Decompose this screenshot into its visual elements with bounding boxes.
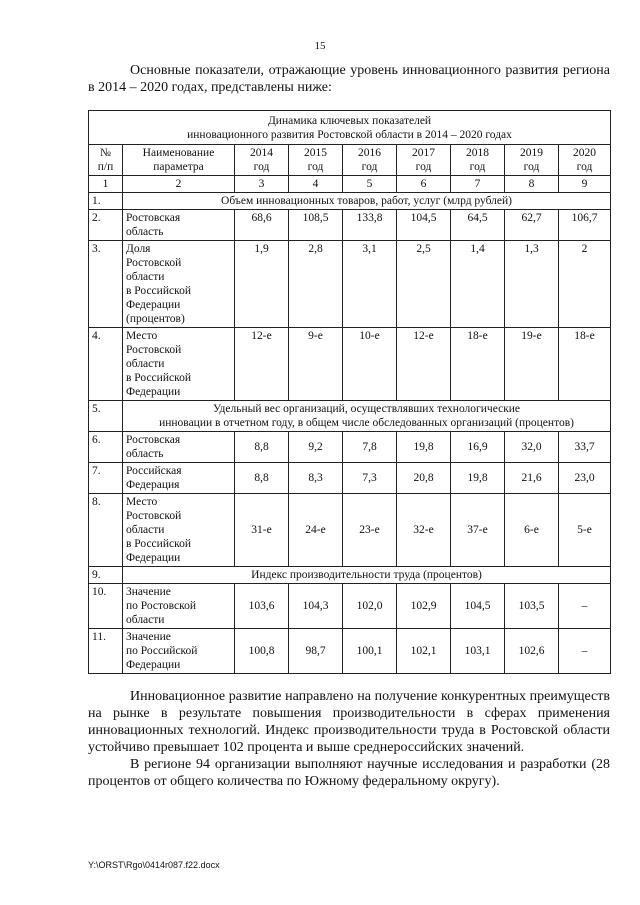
section-row: 9. Индекс производительности труда (процентов) — [89, 567, 611, 584]
section-row: 1. Объем инновационных товаров, работ, услуг (млрд рублей) — [89, 193, 611, 210]
table-row: 6. Ростовская область 8,8 9,2 7,8 19,8 16,9 32,0 33,7 — [89, 432, 611, 463]
body-text — [88, 688, 610, 790]
table-caption: Динамика ключевых показателей инновационного развития Ростовской области в 2014 – 2020 годах — [89, 111, 611, 145]
column-index-row: 1 2 3 4 5 6 7 8 9 — [89, 176, 611, 193]
row-label: Доля Ростовской области в Российской Федерации (процентов) — [123, 241, 235, 328]
table-row: 2. Ростовская область 68,6 108,5 133,8 104,5 64,5 62,7 106,7 — [89, 210, 611, 241]
section-row: 5. Удельный вес организаций, осуществлявших технологические инновации в отчетном году, в общем числе обследованных организаций (процентов) — [89, 401, 611, 432]
row-label: Место Ростовской области в Российской Федерации — [123, 328, 235, 401]
footer-file-path: Y:\ORST\Rgo\0414r087.f22.docx — [88, 860, 220, 870]
indicators-table — [88, 110, 611, 674]
paragraph-research: В регионе 94 организации выполняют научные исследования и разработки (28 процентов от общего количества по Южному федеральному округу). — [88, 757, 610, 789]
row-label: Значение по Российской Федерации — [123, 629, 235, 674]
section-title: Объем инновационных товаров, работ, услуг (млрд рублей) — [123, 193, 611, 210]
row-label: Ростовская область — [123, 432, 235, 463]
header-year: 2019 год — [505, 145, 559, 176]
table-row: 8. Место Ростовской области в Российской Федерации 31-е 24-е 23-е 32-е 37-е 6-е 5-е — [89, 494, 611, 567]
header-year: 2014 год — [235, 145, 289, 176]
row-label: Место Ростовской области в Российской Федерации — [123, 494, 235, 567]
header-year: 2020 год — [559, 145, 611, 176]
table-caption-row — [89, 111, 611, 145]
table-row: 7. Российская Федерация 8,8 8,3 7,3 20,8 19,8 21,6 23,0 — [89, 463, 611, 494]
header-year: 2018 год — [451, 145, 505, 176]
table-row: 4. Место Ростовской области в Российской Федерации 12-е 9-е 10-е 12-е 18-е 19-е 18-е — [89, 328, 611, 401]
row-label: Российская Федерация — [123, 463, 235, 494]
header-year: 2015 год — [289, 145, 343, 176]
header-year: 2017 год — [397, 145, 451, 176]
section-title: Индекс производительности труда (процентов) — [123, 567, 611, 584]
table-row: 10. Значение по Ростовской области 103,6 104,3 102,0 102,9 104,5 103,5 – — [89, 584, 611, 629]
paragraph-innovation: Инновационное развитие направлено на получение конкурентных преимуществ на рынке в результате повышения производительности в сферах применения инновационных технологий. Индекс производительности труда в Ростовской области устойчиво превышает 102 процента и выше среднероссийских значений. — [88, 689, 610, 755]
header-year: 2016 год — [343, 145, 397, 176]
header-name: Наименование параметра — [123, 145, 235, 176]
page-number: 15 — [314, 40, 326, 52]
table-header-row — [89, 145, 611, 176]
row-label: Ростовская область — [123, 210, 235, 241]
header-num: № п/п — [89, 145, 123, 176]
table-row: 3. Доля Ростовской области в Российской Федерации (процентов) 1,9 2,8 3,1 2,5 1,4 1,3 2 — [89, 241, 611, 328]
row-label: Значение по Ростовской области — [123, 584, 235, 629]
intro-text: Основные показатели, отражающие уровень инновационного развития региона в 2014 – 2020 годах, представлены ниже: — [88, 63, 610, 95]
table-row: 11. Значение по Российской Федерации 100,8 98,7 100,1 102,1 103,1 102,6 – — [89, 629, 611, 674]
section-title: Удельный вес организаций, осуществлявших технологические инновации в отчетном году, в общем числе обследованных организаций (процентов) — [123, 401, 611, 432]
